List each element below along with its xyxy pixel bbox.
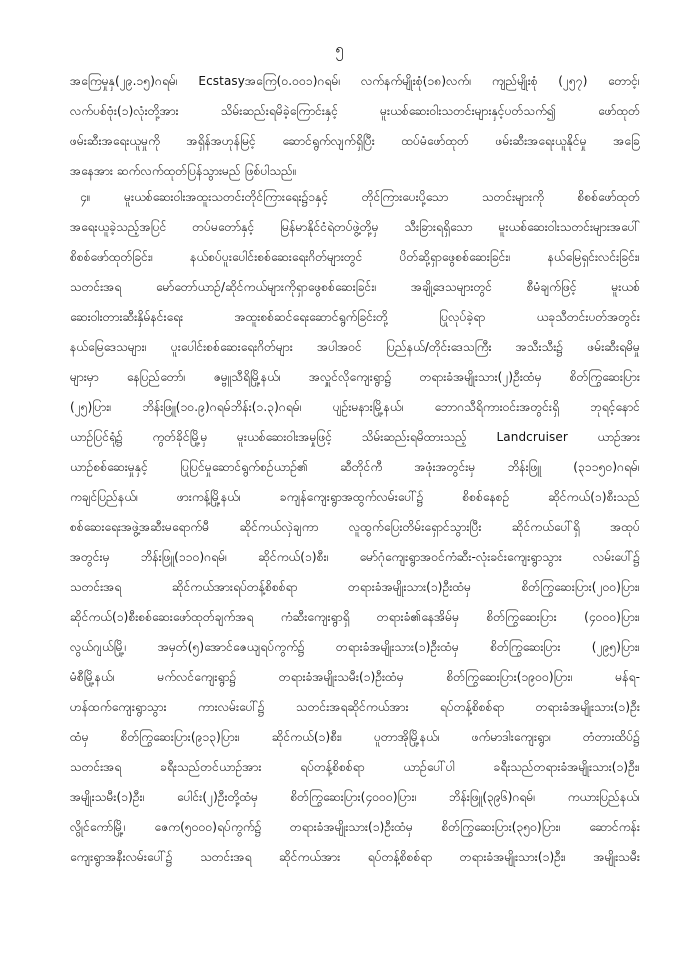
paragraph-line: စစ်ဆေးရေးအဖွဲ့အဆီးမရောက်မီ ဆိုင်ကယ်လှဲချကာ လူထွက်ပြေးတိမ်းရှောင်သွားပြီး ဆိုင်ကယ်ပေါ်ရှိ အထုပ် bbox=[70, 520, 640, 534]
paragraph-line: အတွင်းမှ ဘိန်းဖြူ(၁၁၀)ဂရမ်၊ ဆိုင်ကယ်(၁)စီး၊ မော်ဂုံကျေးရွာအဝင်ကံဆီး-လုံးခင်းကျေးရွာသွား လမ်းပေါ်၌ bbox=[70, 550, 640, 564]
paragraph-line: ဆိုင်ကယ်(၁)စီးစစ်ဆေးဖော်ထုတ်ချက်အရ ကံဆီးကျေးရွာရှိ တရားခံ၏နေအိမ်မှ စိတ်ကြွဆေးပြား (၄၀၀၀)ပြား၊ bbox=[70, 610, 640, 624]
paragraph-line: နယ်မြေဒေသများ၊ ပူးပေါင်းစစ်ဆေးရေးဂိတ်များ အပါအဝင် ပြည်နယ်/တိုင်းဒေသကြီး အသီးသီး၌ ဖမ်းဆီးရမိမှု bbox=[70, 340, 640, 354]
paragraph-line: (၂၅)ပြား၊ ဘိန်းဖြူ(၁၀.၉)ဂရမ်ဘိန်း(၁.၃)ဂရမ်၊ ပျဉ်းမနားမြို့နယ်၊ ဘောဂသီရိကားဝင်းအတွင်းရှိ ဘုရင့်နောင် bbox=[70, 400, 640, 414]
paragraph-line: ယာဉ်စစ်ဆေးမှုနှင့် ပြုပြင်မှုဆောင်ရွက်စဉ်ယာဉ်၏ ဆီတိုင်ကီ အဖုံးအတွင်းမှ ဘိန်းဖြူ (၃၁၁၅၀)ဂရမ်၊ bbox=[70, 460, 640, 474]
paragraph-line: ဖမ်းဆီးအရေးယူမှုကို အရှိန်အဟုန်မြင့် ဆောင်ရွက်လျက်ရှိပြီး ထပ်မံဖော်ထုတ် ဖမ်းဆီးအရေးယူနိုင်မှု အခြေ bbox=[70, 134, 640, 148]
paragraph-line: ကျေးရွာအနီးလမ်းပေါ်၌ သတင်းအရ ဆိုင်ကယ်အား ရပ်တန့်စိစစ်ရာ တရားခံအမျိုးသား(၁)ဦး၊ အမျိုးသမီး bbox=[70, 850, 640, 864]
paragraph-2 bbox=[70, 182, 640, 872]
paragraph-line: သတင်းအရ မော်တော်ယာဉ်/ဆိုင်ကယ်များကိုရှာဖွေစစ်ဆေးခြင်း၊ အချို့ဒေသများတွင် စီမံချက်ဖြင့် မူးယစ် bbox=[70, 280, 640, 294]
paragraph-line: ကချင်ပြည်နယ်၊ ဖားကန့်မြို့နယ်၊ ခကျန်ကျေးရွာအထွက်လမ်းပေါ်၌ စိစစ်နေစဉ် ဆိုင်ကယ်(၁)စီးသည် bbox=[70, 490, 640, 504]
paragraph-line: မံစီမြို့နယ်၊ မက်လင်ကျေးရွာ၌ တရားခံအမျိုးသမီး(၁)ဦးထံမှ စိတ်ကြွဆေးပြား(၁၉၀၀)ပြား၊ မန်ရ- bbox=[70, 670, 640, 684]
paragraph-line: လက်ပစ်ဗုံး(၁)လုံးတို့အား သိမ်းဆည်းရမိခဲ့ကြောင်းနှင့် မူးယစ်ဆေးဝါးသတင်းများနှင့်ပတ်သက်၍ ဖော်ထုတ် bbox=[70, 104, 640, 118]
paragraph-line: ယာဉ်ပြင်ရုံ၌ ကွတ်ခိုင်မြို့မှ မူးယစ်ဆေးဝါးအမှုဖြင့် သိမ်းဆည်းရမိထားသည့် Landcruiser ယာဉ်အား bbox=[70, 430, 640, 444]
paragraph-line: စိစစ်ဖော်ထုတ်ခြင်း၊ နယ်စပ်ပူးပေါင်းစစ်ဆေးရေးဂိတ်များတွင် ပိတ်ဆို့ရှာဖွေစစ်ဆေးခြင်း၊ နယ်မြေရှင်းလင်းခြင်း၊ bbox=[70, 250, 640, 264]
paragraph-line: များမှာ နေပြည်တော်၊ ဇမ္ဗူသီရိမြို့နယ်၊ အလှူင်လိုကျေးရွာ၌ တရားခံအမျိုးသား(၂)ဦးထံမှ စိတ်ကြွဆေးပြား bbox=[70, 370, 640, 384]
paragraph-line: သတင်းအရ ဆိုင်ကယ်အားရပ်တန့်စိစစ်ရာ တရားခံအမျိုးသား(၁)ဦးထံမှ စိတ်ကြွဆေးပြား(၂၀၀)ပြား၊ bbox=[70, 580, 640, 594]
paragraph-line: အမျိုးသမီး(၁)ဦး၊ ပေါင်း(၂)ဦးတို့ထံမှ စိတ်ကြွဆေးပြား(၄၀၀၀)ပြား၊ ဘိန်းဖြူ(၃၉၆)ဂရမ်၊ ကယားပြည်နယ်၊ bbox=[70, 790, 640, 804]
paragraph-line: သတင်းအရ ခရီးသည်တင်ယာဉ်အား ရပ်တန့်စိစစ်ရာ ယာဉ်ပေါ်ပါ ခရီးသည်တရားခံအမျိုးသား(၁)ဦး၊ bbox=[70, 760, 640, 774]
paragraph-line: အနေအား ဆက်လက်ထုတ်ပြန်သွားမည် ဖြစ်ပါသည်။ bbox=[70, 164, 297, 178]
paragraph-line: ထံမှ စိတ်ကြွဆေးပြား(၉၁၃)ပြား၊ ဆိုင်ကယ်(၁)စီး၊ ပူတာအိုမြို့နယ်၊ ဖက်မာဒါးကျေးရွာ၊ တံတားထိပ်၌ bbox=[70, 730, 640, 744]
page-number: ၅ bbox=[335, 40, 344, 58]
paragraph-line: အကြေမှုနှ(၂၉.၁၅)ဂရမ်၊ Ecstasyအကြေ(၀.၀၀၁)ဂရမ်၊ လက်နက်မျိုးစုံ(၁၈)လက်၊ ကျည်မျိုးစုံ (၂၅၇) တောင့်၊ bbox=[70, 74, 640, 88]
paragraph-line: လွိုင်ကော်မြို့၊ ဇေက(၅၀၀၀)ရပ်ကွက်၌ တရားခံအမျိုးသား(၁)ဦးထံမှ စိတ်ကြွဆေးပြား(၃၅၀)ပြား၊ ဆောင်ကန်း bbox=[70, 820, 640, 834]
paragraph-line: ဆေးဝါးတားဆီးနှိမ်နင်းရေး အထူးစစ်ဆင်ရေးဆောင်ရွက်ခြင်းတို့ ပြုလုပ်ခဲ့ရာ ယခုသီတင်းပတ်အတွင်း bbox=[70, 310, 640, 324]
paragraph-line: ဟန်ထက်ကျေးရွာသွား ကားလမ်းပေါ်၌ သတင်းအရဆိုင်ကယ်အား ရပ်တန့်စိစစ်ရာ တရားခံအမျိုးသား(၁)ဦး bbox=[70, 700, 640, 714]
paragraph-1 bbox=[70, 66, 640, 186]
paragraph-line: ၄။ မူးယစ်ဆေးဝါးအထူးသတင်းတိုင်ကြားရေး၌၁နှင့် တိုင်ကြားပေးပို့သော သတင်းများကို စိစစ်ဖော်ထုတ် bbox=[80, 190, 640, 204]
paragraph-line: အရေးယူခဲ့သည့်အပြင် တပ်မတော်နှင့် မြန်မာနိုင်ငံရဲတပ်ဖွဲ့တို့မှ သီးခြားရရှိသော မူးယစ်ဆေးဝါးသတင်းများအပေါ် bbox=[70, 220, 640, 234]
paragraph-line: လွယ်ဂျယ်မြို့၊ အမှတ်(၅)အောင်ဇေယျရပ်ကွက်၌ တရားခံအမျိုးသား(၁)ဦးထံမှ စိတ်ကြွဆေးပြား (၂၉၅)ပြား၊ bbox=[70, 640, 640, 654]
